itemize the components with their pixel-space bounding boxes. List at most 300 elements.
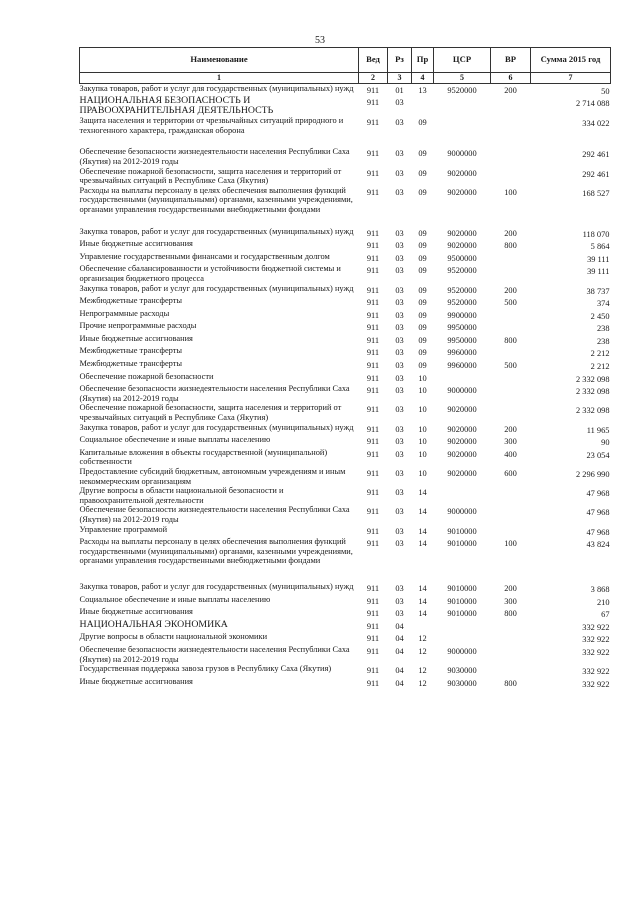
row-pr: 09 xyxy=(418,118,427,128)
row-ved: 911 xyxy=(366,526,380,536)
table-row xyxy=(80,321,611,334)
table-row xyxy=(80,607,611,620)
row-csr: 9010000 xyxy=(447,526,477,536)
row-name: Капитальные вложения в объекты государственной (муниципальной) собственности xyxy=(79,447,328,467)
row-sum: 332 922 xyxy=(582,679,610,689)
row-name: Иные бюджетные ассигнования xyxy=(79,239,193,249)
row-csr: 9960000 xyxy=(447,361,477,371)
row-vr xyxy=(491,664,531,677)
row-ved: 911 xyxy=(366,469,380,478)
table-row xyxy=(80,632,611,645)
row-pr: 09 xyxy=(418,241,427,251)
row-sum: 2 212 xyxy=(590,362,610,372)
row-sum: 118 070 xyxy=(582,229,610,239)
row-vr: 200 xyxy=(504,285,517,295)
row-ved: 911 xyxy=(366,646,380,656)
row-vr: 300 xyxy=(504,437,517,447)
budget-table xyxy=(79,47,611,689)
row-pr: 12 xyxy=(418,666,427,676)
row-ved: 911 xyxy=(366,323,380,333)
row-vr: 200 xyxy=(504,85,517,95)
row-csr: 9010000 xyxy=(447,596,477,606)
row-rz: 04 xyxy=(395,646,404,656)
row-ved: 911 xyxy=(366,386,380,396)
table-row xyxy=(80,537,611,582)
row-rz: 03 xyxy=(395,386,404,396)
row-vr: 800 xyxy=(504,241,517,251)
row-sum: 47 968 xyxy=(586,489,610,499)
header-name: Наименование xyxy=(80,48,359,73)
row-rz: 03 xyxy=(395,596,404,606)
row-ved: 911 xyxy=(366,149,380,159)
table-row xyxy=(80,359,611,372)
row-ved: 911 xyxy=(366,228,380,238)
row-rz: 03 xyxy=(395,149,404,159)
row-ved: 911 xyxy=(366,621,380,631)
row-sum: 374 xyxy=(596,299,610,309)
row-sum: 43 824 xyxy=(586,540,610,550)
row-ved: 911 xyxy=(366,348,380,358)
row-vr: 400 xyxy=(504,449,517,459)
row-pr: 10 xyxy=(418,373,427,383)
row-name: Обеспечение безопасности жизнедеятельности населения Республики Саха (Якутия) на 2012-2019 годы xyxy=(79,644,350,664)
row-pr: 14 xyxy=(418,583,427,593)
row-rz: 03 xyxy=(395,449,404,459)
row-ved: 911 xyxy=(366,596,380,606)
row-ved: 911 xyxy=(366,488,380,498)
table-row xyxy=(80,384,611,403)
row-rz: 03 xyxy=(395,469,404,478)
row-rz: 03 xyxy=(395,373,404,383)
row-sum: 39 111 xyxy=(587,267,610,277)
row-ved: 911 xyxy=(366,118,380,128)
row-pr: 14 xyxy=(418,609,427,619)
row-csr: 9520000 xyxy=(447,266,477,276)
row-pr: 09 xyxy=(418,266,427,276)
table-row xyxy=(80,284,611,297)
row-csr: 9950000 xyxy=(447,323,477,333)
table-row xyxy=(80,423,611,436)
row-csr: 9010000 xyxy=(447,609,477,619)
row-rz: 04 xyxy=(395,678,404,688)
row-csr: 9020000 xyxy=(447,424,477,434)
row-rz: 01 xyxy=(395,85,404,95)
row-name: Иные бюджетные ассигнования xyxy=(79,333,193,343)
row-vr xyxy=(491,505,531,524)
row-vr xyxy=(491,167,531,186)
row-rz: 03 xyxy=(395,323,404,333)
table-row xyxy=(80,403,611,422)
row-rz: 03 xyxy=(395,437,404,447)
table-row xyxy=(80,309,611,322)
row-ved: 911 xyxy=(366,634,380,644)
row-rz: 03 xyxy=(395,348,404,358)
row-vr xyxy=(491,632,531,645)
row-name: Иные бюджетные ассигнования xyxy=(79,676,193,686)
row-pr: 12 xyxy=(418,646,427,656)
row-sum: 5 864 xyxy=(590,242,610,252)
table-body xyxy=(80,83,611,689)
row-pr: 12 xyxy=(418,634,427,644)
table-row xyxy=(80,620,611,633)
row-vr: 100 xyxy=(504,187,517,197)
row-pr: 09 xyxy=(418,310,427,320)
row-ved: 911 xyxy=(366,539,380,549)
row-sum: 292 461 xyxy=(582,169,610,179)
row-sum: 2 332 098 xyxy=(576,374,610,384)
row-vr xyxy=(491,321,531,334)
table-row xyxy=(80,239,611,252)
row-ved: 911 xyxy=(366,507,380,517)
column-number: 4 xyxy=(412,73,434,84)
row-pr: 09 xyxy=(418,361,427,371)
row-sum: 334 022 xyxy=(582,119,610,129)
row-sum: 332 922 xyxy=(582,647,610,657)
row-sum: 292 461 xyxy=(582,150,610,160)
column-number: 6 xyxy=(491,73,531,84)
row-name: Управление программой xyxy=(79,524,168,534)
row-csr: 9010000 xyxy=(447,583,477,593)
row-pr: 10 xyxy=(418,386,427,396)
row-name: НАЦИОНАЛЬНАЯ БЕЗОПАСНОСТЬ И ПРАВООХРАНИТЕЛЬНАЯ ДЕЯТЕЛЬНОСТЬ xyxy=(79,95,274,117)
row-name: Закупка товаров, работ и услуг для государственных (муниципальных) нужд xyxy=(79,422,354,432)
row-pr xyxy=(412,620,434,633)
row-rz: 03 xyxy=(395,405,404,415)
row-vr xyxy=(491,645,531,664)
table-row xyxy=(80,334,611,347)
row-vr xyxy=(491,252,531,265)
row-sum: 2 450 xyxy=(590,311,610,321)
row-csr: 9020000 xyxy=(447,405,477,415)
row-rz: 03 xyxy=(395,241,404,251)
row-csr: 9000000 xyxy=(447,149,477,159)
row-ved: 911 xyxy=(366,373,380,383)
row-csr: 9020000 xyxy=(447,437,477,447)
table-row xyxy=(80,264,611,283)
row-sum: 67 xyxy=(601,610,610,620)
table-row xyxy=(80,227,611,240)
table-row xyxy=(80,96,611,116)
row-pr: 09 xyxy=(418,323,427,333)
row-pr: 14 xyxy=(418,507,427,517)
row-ved: 911 xyxy=(366,361,380,371)
row-name: Закупка товаров, работ и услуг для государственных (муниципальных) нужд xyxy=(79,581,354,591)
row-pr: 10 xyxy=(418,469,427,478)
row-ved: 911 xyxy=(366,583,380,593)
column-number: 1 xyxy=(80,73,359,84)
row-sum: 90 xyxy=(601,438,610,448)
row-csr xyxy=(434,620,491,633)
row-rz: 03 xyxy=(395,609,404,619)
row-csr: 9000000 xyxy=(447,507,477,517)
row-vr xyxy=(491,96,531,116)
row-vr xyxy=(491,309,531,322)
table-row xyxy=(80,435,611,448)
table-row xyxy=(80,582,611,595)
column-number: 7 xyxy=(531,73,611,84)
row-rz: 03 xyxy=(395,228,404,238)
row-name: Обеспечение безопасности жизнедеятельности населения Республики Саха (Якутия) на 2012-2019 годы xyxy=(79,505,350,524)
row-pr: 09 xyxy=(418,335,427,345)
row-rz: 03 xyxy=(395,488,404,498)
row-vr xyxy=(491,403,531,422)
row-ved: 911 xyxy=(366,678,380,688)
row-rz: 03 xyxy=(395,168,404,178)
row-pr: 09 xyxy=(418,253,427,263)
row-csr: 9000000 xyxy=(447,646,477,656)
row-csr: 9020000 xyxy=(447,241,477,251)
row-rz: 03 xyxy=(395,539,404,549)
page-number: 53 xyxy=(315,35,325,46)
row-pr: 09 xyxy=(418,149,427,159)
table-row xyxy=(80,467,611,486)
row-vr: 600 xyxy=(504,469,517,478)
header-ved: Вед xyxy=(359,48,388,73)
row-pr: 09 xyxy=(418,298,427,308)
table-row xyxy=(80,448,611,467)
row-csr: 9500000 xyxy=(447,253,477,263)
row-ved: 911 xyxy=(366,310,380,320)
row-pr: 09 xyxy=(418,285,427,295)
row-csr xyxy=(434,116,491,147)
row-name: Управление государственными финансами и государственным долгом xyxy=(79,251,330,261)
row-name: Обеспечение пожарной безопасности, защита населения и территорий от чрезвычайных ситуаций в Республике Саха (Якутия) xyxy=(79,403,342,423)
row-name: Защита населения и территории от чрезвычайных ситуаций природного и техногенного характера, гражданская оборона xyxy=(79,116,344,135)
header-sum: Сумма 2015 год xyxy=(531,48,611,73)
header-pr: Пр xyxy=(412,48,434,73)
row-vr xyxy=(491,346,531,359)
row-csr: 9900000 xyxy=(447,310,477,320)
row-csr xyxy=(434,96,491,116)
row-ved: 911 xyxy=(366,666,380,676)
row-sum: 2 332 098 xyxy=(576,406,610,416)
table-row xyxy=(80,664,611,677)
row-sum: 2 714 088 xyxy=(576,99,610,109)
row-sum: 50 xyxy=(601,86,610,96)
row-sum: 238 xyxy=(596,324,610,334)
row-pr: 09 xyxy=(418,168,427,178)
row-csr: 9010000 xyxy=(447,539,477,549)
row-csr: 9020000 xyxy=(447,469,477,478)
table-row xyxy=(80,346,611,359)
table-row xyxy=(80,677,611,690)
table-row xyxy=(80,525,611,538)
row-vr: 300 xyxy=(504,596,517,606)
row-name: Обеспечение пожарной безопасности xyxy=(79,371,214,381)
row-vr xyxy=(491,116,531,147)
row-sum: 47 968 xyxy=(586,508,610,518)
row-name: Государственная поддержка завоза грузов в Республику Саха (Якутия) xyxy=(79,664,332,674)
row-rz: 03 xyxy=(395,285,404,295)
row-sum: 47 968 xyxy=(586,527,610,537)
row-name: Закупка товаров, работ и услуг для государственных (муниципальных) нужд xyxy=(79,283,354,293)
table-row xyxy=(80,505,611,524)
row-vr xyxy=(491,384,531,403)
row-rz: 03 xyxy=(395,583,404,593)
row-csr xyxy=(434,486,491,505)
table-row xyxy=(80,486,611,505)
table-row xyxy=(80,147,611,166)
column-number: 2 xyxy=(359,73,388,84)
row-vr xyxy=(491,372,531,385)
row-vr xyxy=(491,620,531,633)
row-rz: 04 xyxy=(395,621,404,631)
row-ved: 911 xyxy=(366,405,380,415)
row-vr: 500 xyxy=(504,361,517,371)
row-csr: 9520000 xyxy=(447,85,477,95)
row-name: Другие вопросы в области национальной экономики xyxy=(79,632,268,642)
row-csr xyxy=(434,632,491,645)
row-rz: 03 xyxy=(395,118,404,128)
row-name: Закупка товаров, работ и услуг для государственных (муниципальных) нужд xyxy=(79,83,354,93)
column-number: 3 xyxy=(388,73,412,84)
row-vr: 500 xyxy=(504,298,517,308)
row-rz: 03 xyxy=(395,335,404,345)
row-csr: 9030000 xyxy=(447,666,477,676)
row-name: Обеспечение сбалансированности и устойчивости бюджетной системы и организация бюджетного процесса xyxy=(79,264,341,283)
row-sum: 332 922 xyxy=(582,667,610,677)
row-pr: 14 xyxy=(418,488,427,498)
row-rz: 03 xyxy=(395,298,404,308)
header-vr: ВР xyxy=(491,48,531,73)
row-vr: 800 xyxy=(504,335,517,345)
row-name: Предоставление субсидий бюджетным, автономным учреждениям и иным некоммерческим организациям xyxy=(79,467,346,486)
row-rz: 03 xyxy=(395,526,404,536)
row-sum: 2 332 098 xyxy=(576,387,610,397)
row-pr: 14 xyxy=(418,539,427,549)
row-name: Обеспечение безопасности жизнедеятельности населения Республики Саха (Якутия) на 2012-2019 годы xyxy=(79,384,350,403)
row-csr: 9030000 xyxy=(447,678,477,688)
row-name: Закупка товаров, работ и услуг для государственных (муниципальных) нужд xyxy=(79,226,354,236)
row-rz: 03 xyxy=(395,361,404,371)
row-ved: 911 xyxy=(366,187,380,197)
table-row xyxy=(80,595,611,608)
row-csr xyxy=(434,372,491,385)
header-csr: ЦСР xyxy=(434,48,491,73)
row-sum: 168 527 xyxy=(582,188,610,198)
row-vr: 800 xyxy=(504,678,517,688)
row-ved: 911 xyxy=(366,298,380,308)
row-name: Расходы на выплаты персоналу в целях обеспечения выполнения функций государственными (муниципальными) органами, казенными учреждениями, органами управления государственными внебюджетными фондами xyxy=(79,537,353,566)
row-pr: 09 xyxy=(418,348,427,358)
row-ved: 911 xyxy=(366,98,380,108)
row-sum: 210 xyxy=(596,597,610,607)
row-name: Непрограммные расходы xyxy=(79,308,170,318)
row-sum: 39 111 xyxy=(587,254,610,264)
row-rz: 03 xyxy=(395,187,404,197)
row-vr: 200 xyxy=(504,228,517,238)
row-sum: 332 922 xyxy=(582,635,610,645)
row-name: Социальное обеспечение и иные выплаты населению xyxy=(79,594,271,604)
row-pr: 12 xyxy=(418,678,427,688)
table-row xyxy=(80,372,611,385)
row-csr: 9950000 xyxy=(447,335,477,345)
row-sum: 238 xyxy=(596,336,610,346)
table-row xyxy=(80,252,611,265)
row-csr: 9000000 xyxy=(447,386,477,396)
row-csr: 9960000 xyxy=(447,348,477,358)
row-ved: 911 xyxy=(366,449,380,459)
row-ved: 911 xyxy=(366,424,380,434)
row-vr xyxy=(491,264,531,283)
row-rz: 03 xyxy=(395,507,404,517)
row-ved: 911 xyxy=(366,266,380,276)
row-pr: 10 xyxy=(418,449,427,459)
row-ved: 911 xyxy=(366,85,380,95)
table-row xyxy=(80,116,611,147)
row-pr: 10 xyxy=(418,437,427,447)
row-csr: 9020000 xyxy=(447,187,477,197)
row-name: Межбюджетные трансферты xyxy=(79,346,183,356)
row-pr: 10 xyxy=(418,405,427,415)
row-rz: 03 xyxy=(395,253,404,263)
row-csr: 9020000 xyxy=(447,449,477,459)
row-csr: 9020000 xyxy=(447,228,477,238)
row-name: Обеспечение безопасности жизнедеятельности населения Республики Саха (Якутия) на 2012-2019 годы xyxy=(79,147,350,166)
row-pr: 14 xyxy=(418,526,427,536)
table-row xyxy=(80,296,611,309)
row-sum: 332 922 xyxy=(582,622,610,632)
row-name: Расходы на выплаты персоналу в целях обеспечения выполнения функций государственными (муниципальными) органами, казенными учреждениями, органами управления государственными внебюджетными фондами xyxy=(79,185,353,214)
table-row xyxy=(80,167,611,186)
header-rz: Рз xyxy=(388,48,412,73)
row-ved: 911 xyxy=(366,335,380,345)
row-csr: 9520000 xyxy=(447,298,477,308)
row-vr xyxy=(491,525,531,538)
row-ved: 911 xyxy=(366,285,380,295)
row-sum: 3 868 xyxy=(590,584,610,594)
row-ved: 911 xyxy=(366,609,380,619)
row-name: Иные бюджетные ассигнования xyxy=(79,607,193,617)
row-pr xyxy=(412,96,434,116)
row-name: Межбюджетные трансферты xyxy=(79,296,183,306)
column-number-row xyxy=(80,73,611,84)
row-rz: 04 xyxy=(395,666,404,676)
row-name: Социальное обеспечение и иные выплаты населению xyxy=(79,435,271,445)
row-rz: 04 xyxy=(395,634,404,644)
row-vr xyxy=(491,486,531,505)
header-row xyxy=(80,48,611,73)
table-row xyxy=(80,186,611,227)
row-ved: 911 xyxy=(366,241,380,251)
row-pr: 13 xyxy=(418,85,427,95)
row-vr: 100 xyxy=(504,539,517,549)
row-vr: 200 xyxy=(504,583,517,593)
row-ved: 911 xyxy=(366,253,380,263)
row-pr: 10 xyxy=(418,424,427,434)
row-ved: 911 xyxy=(366,437,380,447)
row-rz: 03 xyxy=(395,266,404,276)
row-vr: 200 xyxy=(504,424,517,434)
row-rz: 03 xyxy=(395,98,404,108)
row-name: Прочие непрограммные расходы xyxy=(79,321,197,331)
row-sum: 23 054 xyxy=(586,450,610,460)
row-name: Межбюджетные трансферты xyxy=(79,359,183,369)
row-rz: 03 xyxy=(395,310,404,320)
row-vr: 800 xyxy=(504,609,517,619)
row-name: Другие вопросы в области национальной безопасности и правоохранительной деятельности xyxy=(79,486,284,505)
column-number: 5 xyxy=(434,73,491,84)
row-sum: 2 296 990 xyxy=(576,470,610,479)
row-pr: 09 xyxy=(418,187,427,197)
table-row xyxy=(80,645,611,664)
row-sum: 11 965 xyxy=(586,425,610,435)
row-name: Обеспечение пожарной безопасности, защита населения и территорий от чрезвычайных ситуаций в Республике Саха (Якутия) xyxy=(79,166,342,186)
row-csr: 9520000 xyxy=(447,285,477,295)
row-sum: 2 212 xyxy=(590,349,610,359)
row-name: НАЦИОНАЛЬНАЯ ЭКОНОМИКА xyxy=(79,618,228,630)
row-ved: 911 xyxy=(366,168,380,178)
